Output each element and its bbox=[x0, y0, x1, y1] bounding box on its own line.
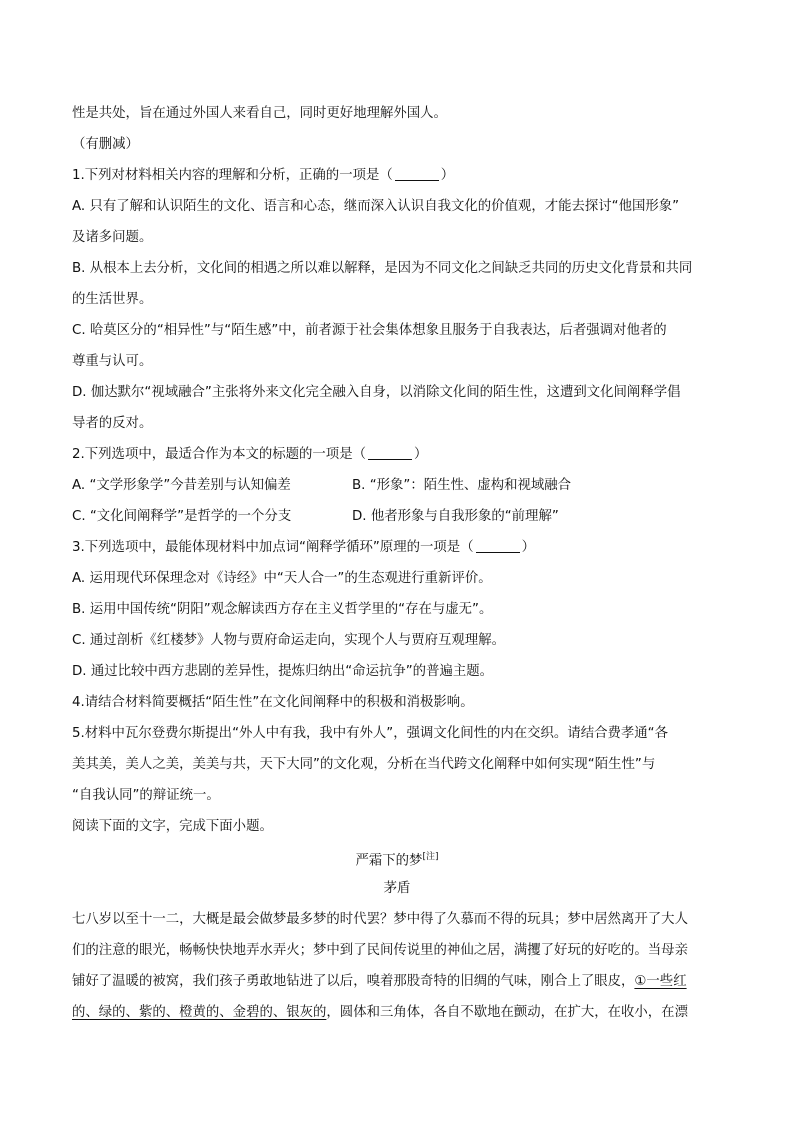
passage-line: 们的注意的眼光，畅畅快快地弄水弄火；梦中到了民间传说里的神仙之居，满攫了好玩的好吃的。当母亲 bbox=[72, 943, 688, 958]
option-1c: C. 哈莫区分的“相异性”与“陌生感”中，前者源于社会集体想象且服务于自我表达，后者强调对他者的 bbox=[72, 323, 667, 338]
option-3d: D. 通过比较中西方悲剧的差异性，提炼归纳出“命运抗争”的普遍主题。 bbox=[72, 664, 494, 679]
reading-instruction: 阅读下面的文字，完成下面小题。 bbox=[72, 819, 273, 834]
question-5: 5.材料中瓦尔登费尔斯提出“外人中有我，我中有外人”，强调文化间性的内在交织。请结合费孝通“各 bbox=[72, 726, 668, 741]
option-2b: B. “形象”：陌生性、虚构和视域融合 bbox=[352, 478, 572, 493]
passage-author: 茅盾 bbox=[383, 881, 411, 896]
question-2-stem: 2.下列选项中，最适合作为本文的标题的一项是（ ） bbox=[72, 447, 428, 462]
option-2c: C. “文化间阐释学”是哲学的一个分支 bbox=[72, 509, 292, 524]
underlined-text: ①一些红 bbox=[634, 974, 687, 989]
option-1c-cont: 尊重与认可。 bbox=[72, 354, 153, 369]
question-5-cont: “自我认同”的辩证统一。 bbox=[72, 788, 220, 803]
document-page bbox=[72, 98, 722, 1028]
option-1d-cont: 导者的反对。 bbox=[72, 416, 153, 431]
option-2d: D. 他者形象与自我形象的“前理解” bbox=[352, 509, 559, 524]
options-2cd bbox=[72, 501, 722, 532]
passage-line: 铺好了温暖的被窝，我们孩子勇敢地钻进了以后，嗅着那股奇特的旧绸的气味，刚合上了眼皮，①一些红 bbox=[72, 974, 687, 989]
question-1-stem: 1.下列对材料相关内容的理解和分析，正确的一项是（ ） bbox=[72, 168, 455, 183]
passage-line: 七八岁以至十一二，大概是最会做梦最多梦的时代罢？梦中得了久慕而不得的玩具；梦中居然离开了大人 bbox=[72, 912, 688, 927]
passage-line: 的、绿的、紫的、橙黄的、金碧的、银灰的，圆体和三角体，各自不歇地在颤动，在扩大，在收小，在漂 bbox=[72, 1005, 688, 1020]
question-3-stem: 3.下列选项中，最能体现材料中加点词“阐释学循环”原理的一项是（ ） bbox=[72, 540, 535, 555]
answer-blank bbox=[395, 167, 439, 181]
option-1a-cont: 及诸多问题。 bbox=[72, 230, 153, 245]
option-3b: B. 运用中国传统“阴阳”观念解读西方存在主义哲学里的“存在与虚无”。 bbox=[72, 602, 493, 617]
answer-blank bbox=[368, 446, 412, 460]
option-1b: B. 从根本上去分析，文化间的相遇之所以难以解释，是因为不同文化之间缺乏共同的历史文化背景和共同 bbox=[72, 261, 693, 276]
title-footnote-mark: [注] bbox=[422, 852, 439, 862]
option-3c: C. 通过剖析《红楼梦》人物与贾府命运走向，实现个人与贾府互观理解。 bbox=[72, 633, 505, 648]
option-1a: A. 只有了解和认识陌生的文化、语言和心态，继而深入认识自我文化的价值观，才能去探讨“他国形象” bbox=[72, 199, 680, 214]
answer-blank bbox=[476, 539, 520, 553]
options-2ab bbox=[72, 470, 722, 501]
option-3a: A. 运用现代环保理念对《诗经》中“天人合一”的生态观进行重新评价。 bbox=[72, 571, 492, 586]
question-5-cont: 美其美，美人之美，美美与共，天下大同”的文化观，分析在当代跨文化阐释中如何实现“陌生性”与 bbox=[72, 757, 656, 772]
text-line: 性是共处，旨在通过外国人来看自己，同时更好地理解外国人。 bbox=[72, 106, 447, 121]
option-2a: A. “文学形象学”今昔差别与认知偏差 bbox=[72, 478, 291, 493]
option-1b-cont: 的生活世界。 bbox=[72, 292, 153, 307]
passage-title: 严霜下的梦[注] bbox=[355, 852, 439, 869]
underlined-text: 的、绿的、紫的、橙黄的、金碧的、银灰的 bbox=[72, 1005, 327, 1020]
option-1d: D. 伽达默尔“视域融合”主张将外来文化完全融入自身，以消除文化间的陌生性，这遭到文化间阐释学倡 bbox=[72, 385, 681, 400]
source-note: （有删减） bbox=[72, 137, 139, 152]
question-4: 4.请结合材料简要概括“陌生性”在文化间阐释中的积极和消极影响。 bbox=[72, 695, 474, 710]
